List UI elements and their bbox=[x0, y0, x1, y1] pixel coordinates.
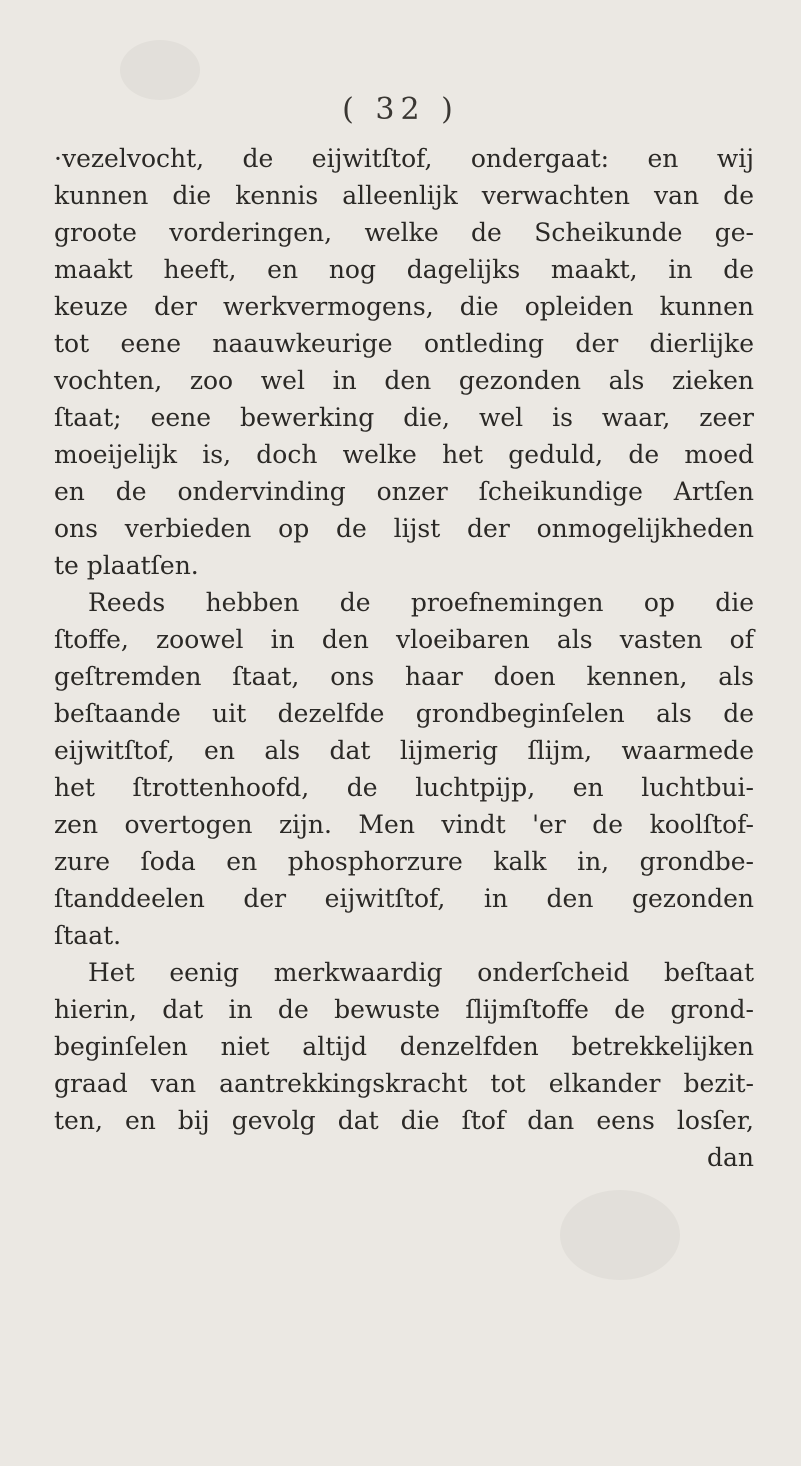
text-line: ·vezelvocht, de eijwitſtof, ondergaat: en wij bbox=[54, 144, 754, 173]
page-number: ( 32 ) bbox=[342, 92, 459, 127]
paragraph-start-line: Reeds hebben de proefnemingen op die bbox=[88, 588, 754, 617]
text-line: hierin, dat in de bewuste ſlijmſtoffe de grond- bbox=[54, 995, 754, 1024]
text-line: eijwitſtof, en als dat lijmerig ſlijm, waarmede bbox=[54, 736, 754, 765]
text-line: zure ſoda en phosphorzure kalk in, grondbe- bbox=[54, 847, 754, 876]
text-line: ſtanddeelen der eijwitſtof, in den gezonden bbox=[54, 884, 754, 913]
text-line: beſtaande uit dezelfde grondbeginſelen als de bbox=[54, 699, 754, 728]
paper-stain bbox=[120, 40, 200, 100]
text-line: ſtaat; eene bewerking die, wel is waar, zeer bbox=[54, 403, 754, 432]
text-line: moeijelijk is, doch welke het geduld, de moed bbox=[54, 440, 754, 469]
text-line: ons verbieden op de lijst der onmogelijkheden bbox=[54, 514, 754, 543]
text-line: geſtremden ſtaat, ons haar doen kennen, als bbox=[54, 662, 754, 691]
text-line: het ſtrottenhoofd, de luchtpijp, en luchtbui- bbox=[54, 773, 754, 802]
text-line: en de ondervinding onzer ſcheikundige Artſen bbox=[54, 477, 754, 506]
text-line: ten, en bij gevolg dat die ſtof dan eens losſer, bbox=[54, 1106, 754, 1135]
text-line: keuze der werkvermogens, die opleiden kunnen bbox=[54, 292, 754, 321]
paragraph-start-line: Het eenig merkwaardig onderſcheid beſtaat bbox=[88, 958, 754, 987]
body-text bbox=[54, 140, 754, 1176]
text-line: ſtaat. bbox=[54, 921, 122, 950]
text-line: zen overtogen zijn. Men vindt 'er de koolſtof- bbox=[54, 810, 754, 839]
text-line: graad van aantrekkingskracht tot elkander bezit- bbox=[54, 1069, 754, 1098]
text-line: kunnen die kennis alleenlijk verwachten van de bbox=[54, 181, 754, 210]
paper-stain bbox=[560, 1190, 680, 1280]
text-line: beginſelen niet altijd denzelfden betrekkelijken bbox=[54, 1032, 754, 1061]
text-line: maakt heeft, en nog dagelijks maakt, in de bbox=[54, 255, 754, 284]
text-line: groote vorderingen, welke de Scheikunde ge- bbox=[54, 218, 754, 247]
text-line: tot eene naauwkeurige ontleding der dierlijke bbox=[54, 329, 754, 358]
text-line: vochten, zoo wel in den gezonden als zieken bbox=[54, 366, 754, 395]
catchword: dan bbox=[706, 1143, 754, 1172]
text-line: ſtoffe, zoowel in den vloeibaren als vasten of bbox=[54, 625, 754, 654]
text-line: te plaatſen. bbox=[54, 551, 199, 580]
